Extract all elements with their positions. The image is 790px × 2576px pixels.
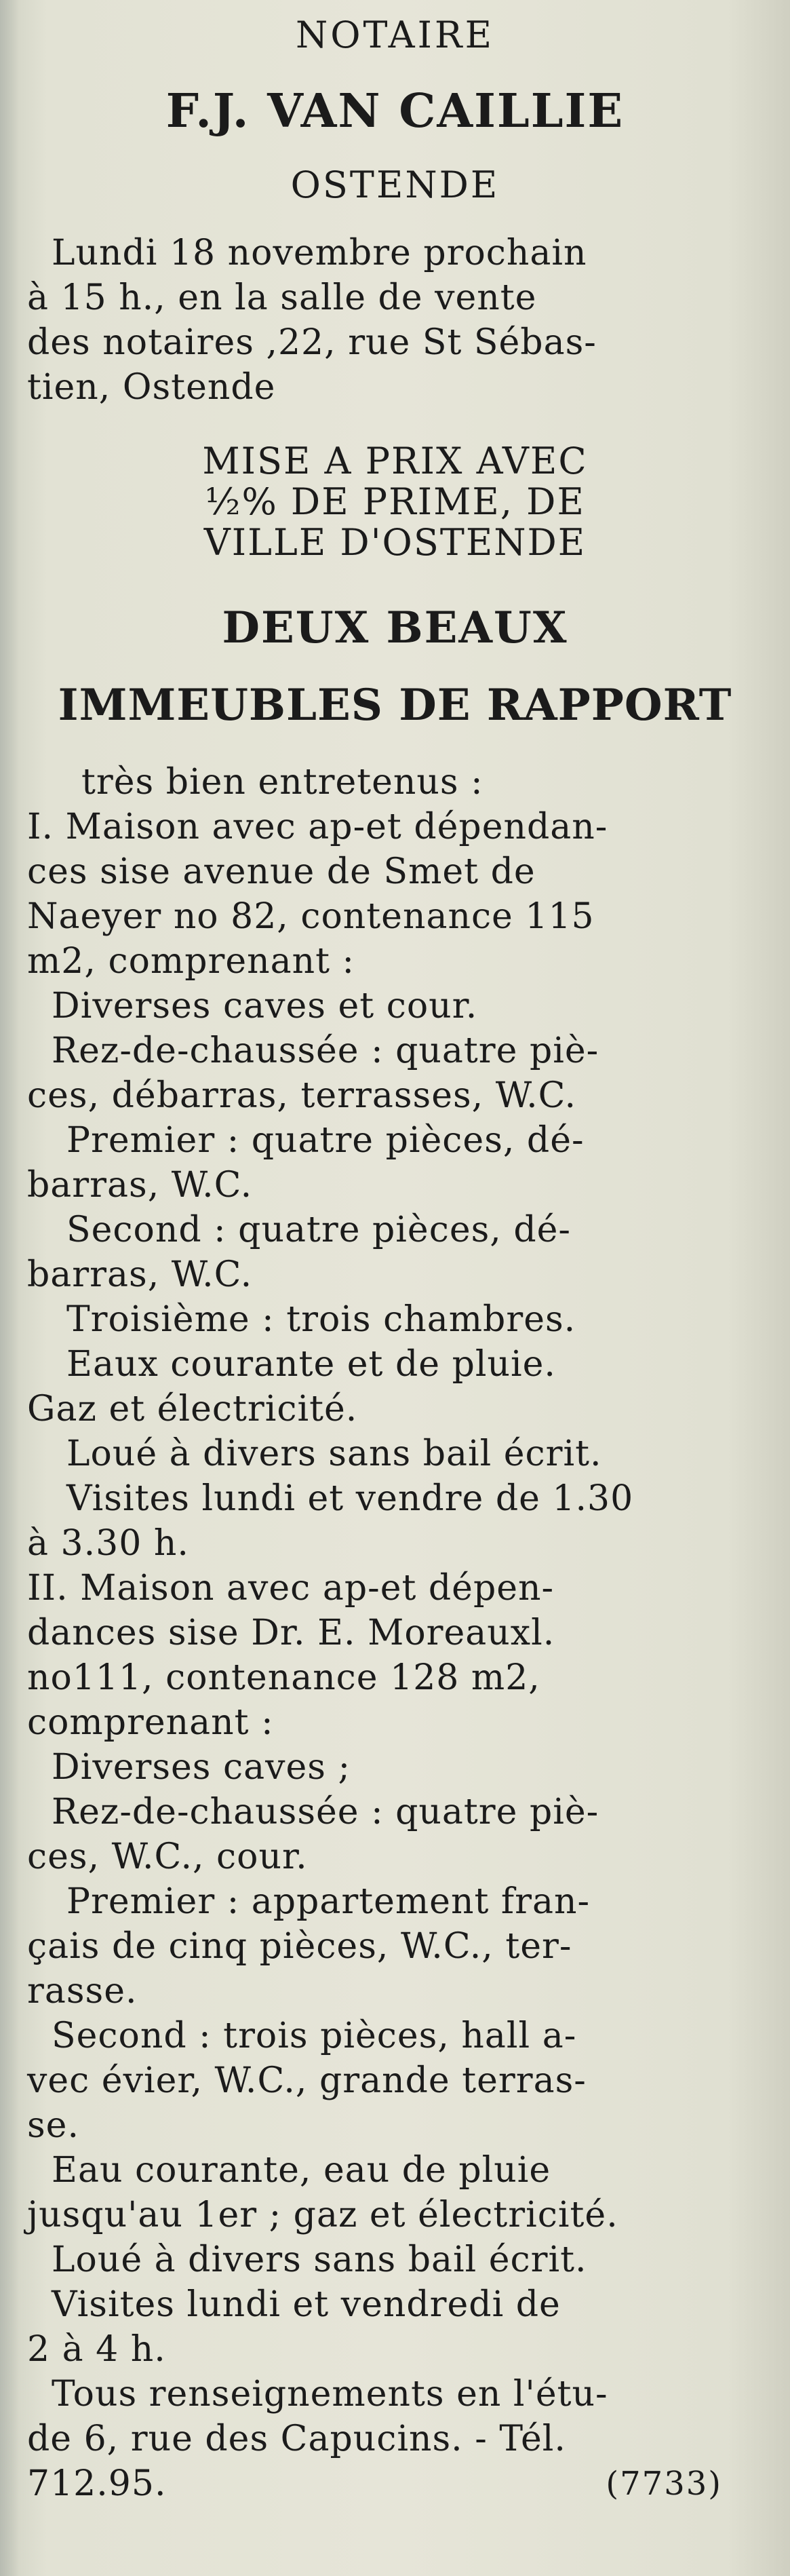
body-line: Naeyer no 82, contenance 115 — [27, 896, 595, 937]
body-line: Tous renseignements en l'étu- — [52, 2374, 608, 2415]
body-line: Loué à divers sans bail écrit. — [52, 2239, 587, 2280]
intro-line: tien, Ostende — [27, 367, 276, 408]
body-line: rasse. — [27, 1971, 138, 2012]
body-line: Second : quatre pièces, dé- — [66, 1210, 571, 1250]
body-line: Troisième : trois chambres. — [66, 1299, 576, 1340]
body-line: barras, W.C. — [27, 1165, 253, 1206]
body-line: se. — [27, 2105, 79, 2146]
paper-edge-shadow — [0, 0, 19, 2576]
body-line: Second : trois pièces, hall a- — [52, 2016, 577, 2056]
body-line: dances sise Dr. E. Moreauxl. — [27, 1613, 555, 1653]
body-line: Diverses caves ; — [52, 1747, 351, 1788]
phone-number: 712.95. — [27, 2463, 167, 2504]
body-line: Rez-de-chaussée : quatre piè- — [52, 1792, 599, 1832]
body-line: Visites lundi et vendredi de — [52, 2284, 561, 2325]
body-line: 2 à 4 h. — [27, 2329, 166, 2370]
body-line: çais de cinq pièces, W.C., ter- — [27, 1926, 572, 1967]
body-line: Premier : quatre pièces, dé- — [66, 1120, 585, 1161]
notaire-heading: NOTAIRE — [296, 14, 494, 56]
body-line: vec évier, W.C., grande terras- — [27, 2060, 587, 2101]
body-line: de 6, rue des Capucins. - Tél. — [27, 2419, 566, 2459]
body-line: I. Maison avec ap-et dépendan- — [27, 807, 608, 847]
body-line — [27, 2461, 763, 2506]
mise-line: ½% DE PRIME, DE — [205, 480, 585, 523]
reference-number: (7733) — [606, 2465, 722, 2503]
intro-line: des notaires ,22, rue St Sébas- — [27, 322, 597, 363]
body-line: jusqu'au 1er ; gaz et électricité. — [27, 2195, 618, 2235]
body-line: m2, comprenant : — [27, 941, 355, 982]
notice-content — [27, 15, 763, 2506]
body-line: ces, débarras, terrasses, W.C. — [27, 1075, 577, 1116]
body-line: barras, W.C. — [27, 1254, 253, 1295]
headline-line-2: IMMEUBLES DE RAPPORT — [58, 680, 732, 731]
body-line: ces, W.C., cour. — [27, 1837, 308, 1877]
body-line: II. Maison avec ap-et dépen- — [27, 1568, 555, 1609]
body-line: Visites lundi et vendre de 1.30 — [66, 1478, 634, 1519]
intro-line: Lundi 18 novembre prochain — [52, 233, 587, 273]
property-description — [27, 760, 763, 2506]
body-line: no111, contenance 128 m2, — [27, 1657, 540, 1698]
body-line: Eaux courante et de pluie. — [66, 1344, 556, 1385]
body-line: Diverses caves et cour. — [52, 986, 478, 1026]
notary-name: F.J. VAN CAILLIE — [165, 84, 625, 138]
body-line: comprenant : — [27, 1702, 274, 1743]
body-line: très bien entretenus : — [81, 762, 483, 803]
intro-line: à 15 h., en la salle de vente — [27, 277, 537, 318]
sale-announcement — [27, 231, 763, 410]
city-heading: OSTENDE — [290, 164, 500, 206]
mise-line: VILLE D'OSTENDE — [203, 521, 587, 564]
body-line: Eau courante, eau de pluie — [52, 2150, 551, 2191]
price-conditions — [27, 441, 763, 563]
headline-line-1: DEUX BEAUX — [222, 602, 568, 653]
body-line: Premier : appartement fran- — [66, 1881, 591, 1922]
body-line: Rez-de-chaussée : quatre piè- — [52, 1031, 599, 1071]
body-line: ces sise avenue de Smet de — [27, 851, 536, 892]
body-line: Loué à divers sans bail écrit. — [66, 1434, 602, 1474]
body-line: à 3.30 h. — [27, 1523, 189, 1564]
body-line: Gaz et électricité. — [27, 1389, 358, 1429]
mise-line: MISE A PRIX AVEC — [202, 440, 588, 482]
